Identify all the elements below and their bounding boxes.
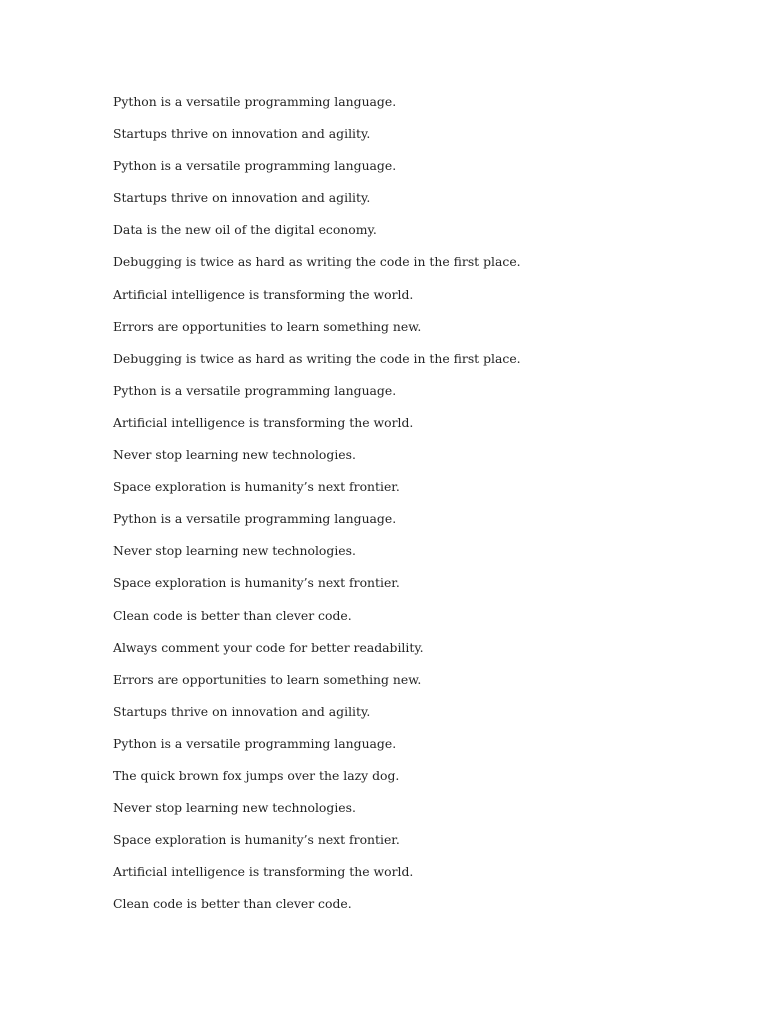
text-line: Clean code is better than clever code. (113, 896, 352, 912)
text-lines (113, 93, 521, 927)
text-line: Errors are opportunities to learn something new. (113, 671, 422, 687)
text-line: Python is a versatile programming language. (113, 511, 397, 527)
text-line: Startups thrive on innovation and agility. (113, 703, 371, 719)
text-line: Artificial intelligence is transforming the world. (113, 414, 414, 430)
text-line: Artificial intelligence is transforming the world. (113, 286, 414, 302)
text-line: Artificial intelligence is transforming the world. (113, 864, 414, 880)
text-line: Python is a versatile programming language. (113, 94, 397, 109)
text-line: Python is a versatile programming language. (113, 382, 397, 398)
text-line: The quick brown fox jumps over the lazy dog. (113, 767, 400, 783)
text-line: Errors are opportunities to learn something new. (113, 318, 422, 334)
text-line: Space exploration is humanity’s next frontier. (113, 832, 400, 848)
text-line: Always comment your code for better readability. (113, 639, 424, 655)
text-line: Python is a versatile programming language. (113, 158, 397, 174)
text-line: Debugging is twice as hard as writing the code in the first place. (113, 350, 521, 366)
text-line: Clean code is better than clever code. (113, 607, 352, 623)
text-line: Space exploration is humanity’s next frontier. (113, 575, 400, 591)
text-line: Debugging is twice as hard as writing the code in the first place. (113, 254, 521, 270)
text-line: Space exploration is humanity’s next frontier. (113, 479, 400, 495)
text-line: Startups thrive on innovation and agility. (113, 190, 371, 206)
text-line: Never stop learning new technologies. (113, 543, 356, 559)
text-line: Never stop learning new technologies. (113, 800, 356, 816)
text-line: Startups thrive on innovation and agility. (113, 126, 371, 142)
text-line: Never stop learning new technologies. (113, 447, 356, 463)
text-line: Data is the new oil of the digital economy. (113, 222, 377, 238)
text-line: Python is a versatile programming language. (113, 735, 397, 751)
